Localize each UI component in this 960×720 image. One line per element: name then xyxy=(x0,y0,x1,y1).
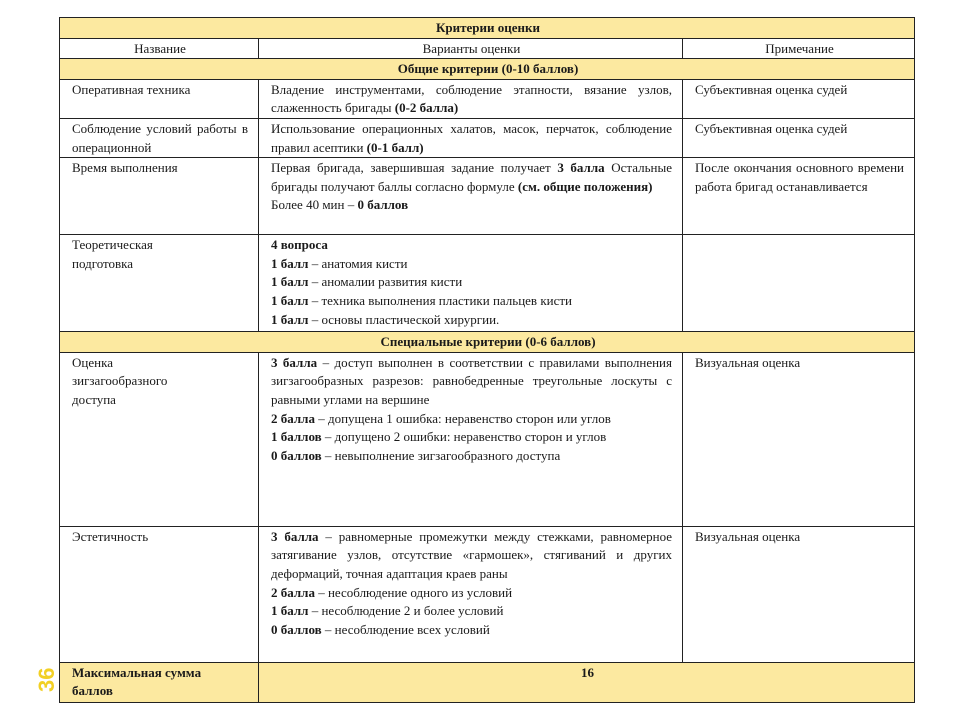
option-text: Остальные бригады получают баллы согласно формуле xyxy=(271,160,673,194)
table-row xyxy=(60,158,915,235)
option-item: 2 балла – допущена 1 ошибка: неравенство сторон или углов xyxy=(271,410,611,426)
option-text: Более 40 мин – xyxy=(271,197,358,213)
row-name: Эстетичность xyxy=(60,526,259,662)
option-points: 3 балла xyxy=(557,160,605,176)
option-text: Первая бригада, завершившая задание получает xyxy=(271,160,558,176)
row-note: Визуальная оценка xyxy=(683,526,915,662)
table-row xyxy=(60,235,915,332)
slide-number: 36 xyxy=(34,667,59,693)
row-options xyxy=(259,158,683,235)
row-name: Оперативная техника xyxy=(60,79,259,118)
option-item: 1 балл – несоблюдение 2 и более условий xyxy=(271,603,504,619)
row-note: Субъективная оценка судей xyxy=(683,118,915,157)
row-note: Субъективная оценка судей xyxy=(683,79,915,118)
row-note: После окончания основного времени работа бригад останавливается xyxy=(683,158,915,235)
row-note xyxy=(683,235,915,332)
row-options xyxy=(259,79,683,118)
option-item: 0 баллов – невыполнение зигзагообразного доступа xyxy=(271,447,561,463)
table-row xyxy=(60,526,915,662)
option-text: Использование операционных халатов, масок, перчаток, соблюдение правил асептики xyxy=(271,120,672,155)
total-value: 16 xyxy=(259,662,915,702)
table-title-row xyxy=(60,18,915,39)
option-text: Владение инструментами, соблюдение этапности, вязание узлов, слаженность бригады xyxy=(271,81,672,116)
row-name: Соблюдение условий работы в операционной xyxy=(60,118,259,157)
row-name: Оценка зигзагообразного доступа xyxy=(60,352,259,526)
section-general: Общие критерии (0-10 баллов) xyxy=(60,59,915,80)
option-item: 1 баллов – допущено 2 ошибки: неравенство сторон и углов xyxy=(271,429,607,445)
row-options xyxy=(259,352,683,526)
option-points: (0-1 балл) xyxy=(366,139,424,155)
table-row xyxy=(60,79,915,118)
row-name: Время выполнения xyxy=(60,158,259,235)
table-title: Критерии оценки xyxy=(60,18,915,39)
criteria-table xyxy=(59,17,915,703)
row-note: Визуальная оценка xyxy=(683,352,915,526)
option-points: 0 баллов xyxy=(357,197,409,213)
header-note: Примечание xyxy=(683,38,915,59)
section-special: Специальные критерии (0-6 баллов) xyxy=(60,332,915,353)
header-name: Название xyxy=(60,38,259,59)
total-label: Максимальная сумма баллов xyxy=(60,662,259,702)
section-special-row xyxy=(60,332,915,353)
option-heading: 4 вопроса xyxy=(271,237,328,253)
option-item: 2 балла – несоблюдение одного из условий xyxy=(271,584,513,600)
table-row xyxy=(60,118,915,157)
table-header-row xyxy=(60,38,915,59)
row-options xyxy=(259,526,683,662)
option-item: 0 баллов – несоблюдение всех условий xyxy=(271,621,490,637)
option-item: 1 балл – техника выполнения пластики пальцев кисти xyxy=(271,292,573,308)
option-item: 3 балла – доступ выполнен в соответствии с правилами выполнения зигзагообразных разрезов: равнобедренные треугольные лоскуты с равными углами на вершине xyxy=(271,354,672,407)
option-points: (0-2 балла) xyxy=(394,100,459,116)
option-item: 1 балл – основы пластической хирургии. xyxy=(271,311,500,327)
section-general-row xyxy=(60,59,915,80)
option-item: 1 балл – аномалии развития кисти xyxy=(271,274,463,290)
row-name: Теоретическая подготовка xyxy=(60,235,259,332)
option-points: (см. общие положения) xyxy=(517,178,653,194)
option-item: 1 балл – анатомия кисти xyxy=(271,255,408,271)
row-options xyxy=(259,235,683,332)
row-options xyxy=(259,118,683,157)
option-item: 3 балла – равномерные промежутки между стежками, равномерное затягивание узлов, отсутствие «гармошек», стягиваний и других деформаций, точная адаптация краев раны xyxy=(271,528,673,581)
table-row xyxy=(60,352,915,526)
total-row xyxy=(60,662,915,702)
header-options: Варианты оценки xyxy=(259,38,683,59)
